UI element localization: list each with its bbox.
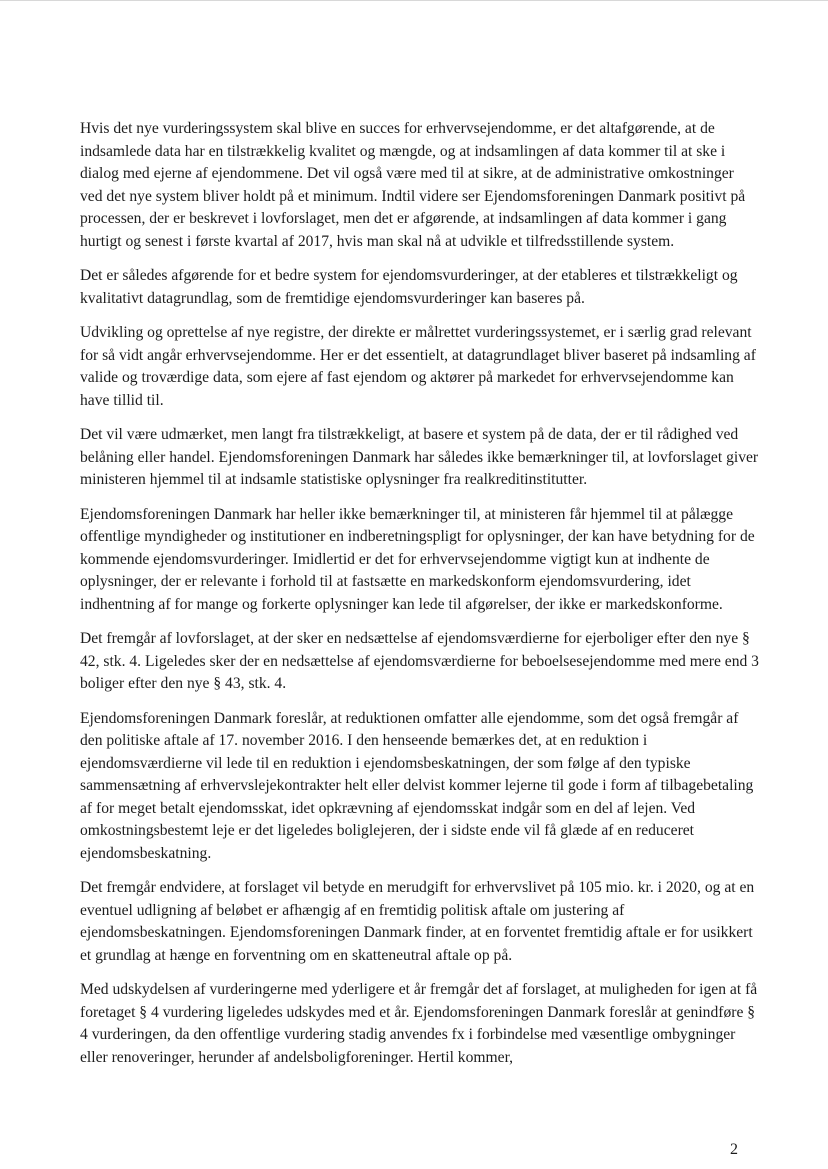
paragraph: Det vil være udmærket, men langt fra tilstrækkeligt, at basere et system på de data, der er til rådighed ved belåning eller handel. Ejendomsforeningen Danmark har således ikke bemærkninger til, at lovforslaget giver ministeren hjemmel til at indsamle statistiske oplysninger fra realkreditinstitutter. bbox=[80, 426, 759, 488]
paragraph: Hvis det nye vurderingssystem skal blive en succes for erhvervsejendomme, er det altafgørende, at de indsamlede data har en tilstrækkelig kvalitet og mængde, og at indsamlingen af data kommer til at ske i dialog med ejerne af ejendommene. Det vil også være med til at sikre, at de administrative omkostninger ved det nye system bliver holdt på et minimum. Indtil videre ser Ejendomsforeningen Danmark positivt på processen, der er beskrevet i lovforslaget, men det er afgørende, at indsamlingen af data kommer i gang hurtigt og senest i første kvartal af 2017, hvis man skal nå at udvikle et tilfredsstillende system. bbox=[80, 120, 746, 250]
scan-top-edge bbox=[0, 0, 828, 9]
paragraph: Ejendomsforeningen Danmark foreslår, at reduktionen omfatter alle ejendomme, som det også fremgår af den politiske aftale af 17. november 2016. I den henseende bemærkes det, at en reduktion i ejendomsværdierne vil lede til en reduktion i ejendomsbeskatningen, der som følge af den typiske sammensætning af erhvervslejekontrakter helt eller delvist kommer lejerne til gode i form af tilbagebetaling af for meget betalt ejendomsskat, idet opkrævning af ejendomsskat indgår som en del af lejen. Ved omkostningsbestemt leje er det ligeledes boliglejeren, der i sidste ende vil få glæde af en reduceret ejendomsbeskatning. bbox=[80, 709, 754, 862]
paragraph: Ejendomsforeningen Danmark har heller ikke bemærkninger til, at ministeren får hjemmel til at pålægge offentlige myndigheder og institutioner en indberetningspligt for oplysninger, der kan have betydning for de kommende ejendomsvurderinger. Imidlertid er det for erhvervsejendomme vigtigt kun at indhente de oplysninger, der er relevante i forhold til at fastsætte en markedskonform ejendomsvurdering, idet indhentning af for mange og forkerte oplysninger kan lede til afgørelser, der ikke er markedskonforme. bbox=[80, 505, 755, 613]
paragraph: Med udskydelsen af vurderingerne med yderligere et år fremgår det af forslaget, at muligheden for igen at få foretaget § 4 vurdering ligeledes udskydes med et år. Ejendomsforeningen Danmark foreslår at genindføre § 4 vurderingen, da den offentlige vurdering stadig anvendes fx i forbindelse med væsentlige ombygninger eller renoveringer, herunder af andelsboligforeninger. Hertil kommer, bbox=[80, 981, 758, 1066]
paragraph: Udvikling og oprettelse af nye registre, der direkte er målrettet vurderingssystemet, er i særlig grad relevant for så vidt angår erhvervsejendomme. Her er det essentielt, at datagrundlaget bliver baseret på indsamling af valide og troværdige data, som ejere af fast ejendom og aktører på markedet for erhvervsejendomme kan have tillid til. bbox=[80, 324, 756, 409]
paragraph: Det fremgår endvidere, at forslaget vil betyde en merudgift for erhvervslivet på 105 mio. kr. i 2020, og at en eventuel udligning af beløbet er afhængig af en fremtidig politisk aftale om justering af ejendomsbeskatningen. Ejendomsforeningen Danmark finder, at en forventet fremtidig aftale er for usikkert et grundlag at hænge en forventning om en skatteneutral aftale op på. bbox=[80, 879, 755, 964]
paragraph: Det er således afgørende for et bedre system for ejendomsvurderinger, at der etableres et tilstrækkeligt og kvalitativt datagrundlag, som de fremtidige ejendomsvurderinger kan baseres på. bbox=[80, 267, 738, 307]
page-number: 2 bbox=[730, 1141, 738, 1158]
document-body bbox=[80, 118, 760, 1081]
paragraph: Det fremgår af lovforslaget, at der sker en nedsættelse af ejendomsværdierne for ejerboliger efter den nye § 42, stk. 4. Ligeledes sker der en nedsættelse af ejendomsværdierne for beboelsesejendomme med mere end 3 boliger efter den nye § 43, stk. 4. bbox=[80, 630, 759, 692]
